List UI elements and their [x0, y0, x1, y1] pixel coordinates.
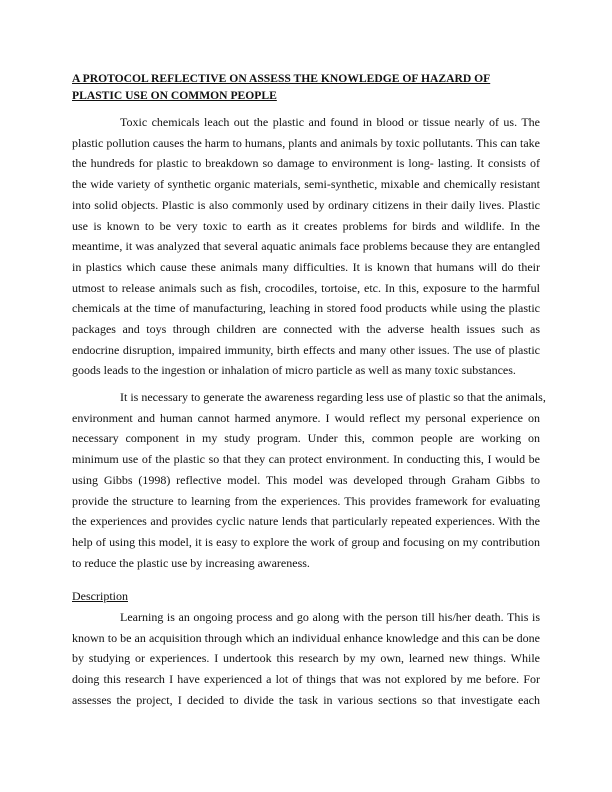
text-line: packages and toys through children are connected with the adverse health issues such as — [72, 322, 540, 337]
paragraph-intro — [72, 112, 540, 381]
document-title — [72, 70, 540, 104]
text-line: goods leads to the ingestion or inhalation of micro particle as well as many toxic substances. — [72, 363, 516, 378]
text-line: assesses the project, I decided to divide the task in various sections so that investigate each — [72, 692, 540, 707]
text-line: into solid objects. Plastic is also commonly used by ordinary citizens in their daily lives. Plastic — [72, 197, 540, 212]
text-line: by studying or experiences. I undertook this research by my own, learned new things. While — [72, 651, 540, 666]
title-line: A PROTOCOL REFLECTIVE ON ASSESS THE KNOWLEDGE OF HAZARD OF — [72, 72, 491, 85]
text-line: known to be an acquisition through which an individual enhance knowledge and this can be done — [72, 630, 540, 645]
text-line: minimum use of the plastic so that they can protect environment. In conducting this, I would be — [72, 452, 540, 467]
text-line: provide the structure to learning from the experiences. This provides framework for evaluating — [72, 493, 540, 508]
text-line: Toxic chemicals leach out the plastic and found in blood or tissue nearly of us. The — [120, 115, 540, 129]
section-heading-description: Description — [72, 589, 128, 603]
text-line: the hundreds for plastic to breakdown so damage to environment is long- lasting. It consists of — [72, 156, 540, 171]
text-line: use is known to be very toxic to earth as it creates problems for birds and wildlife. In the — [72, 218, 540, 233]
text-line: Learning is an ongoing process and go along with the person till his/her death. This is — [120, 610, 540, 624]
text-line: the wide variety of synthetic organic materials, semi-synthetic, mixable and chemically resistant — [72, 177, 540, 192]
text-line: endocrine disruption, impaired immunity, birth effects and many other issues. The use of plastic — [72, 342, 540, 357]
text-line: the experiences and provides cyclic nature lends that particularly repeated experiences. With the — [72, 514, 540, 529]
text-line: in plastics which cause these animals many difficulties. It is known that humans will do their — [72, 259, 540, 274]
text-line: help of using this model, it is easy to explore the work of group and focusing on my contribution — [72, 534, 540, 549]
paragraph-description — [72, 607, 540, 711]
text-line: utmost to release animals such as fish, crocodiles, tortoise, etc. In this, exposure to the harmful — [72, 280, 540, 295]
text-line: plastic pollution causes the harm to humans, plants and animals by toxic pollutants. This can take — [72, 135, 540, 150]
paragraph-awareness — [72, 387, 546, 573]
text-line: doing this research I have experienced a lot of things that was not explored by me before. For — [72, 672, 540, 687]
text-line: It is necessary to generate the awareness regarding less use of plastic so that the animals, — [120, 390, 546, 404]
text-line: to reduce the plastic use by increasing awareness. — [72, 555, 310, 570]
text-line: chemicals at the time of manufacturing, leaching in stored food products while using the plastic — [72, 301, 540, 316]
text-line: necessary component in my study program. Under this, common people are working on — [72, 431, 540, 446]
text-line: environment and human cannot harmed anymore. I would reflect my personal experience on — [72, 410, 540, 425]
title-line: PLASTIC USE ON COMMON PEOPLE — [72, 89, 277, 102]
text-line: using Gibbs (1998) reflective model. This model was developed through Graham Gibbs to — [72, 472, 540, 487]
text-line: meantime, it was analyzed that several aquatic animals face problems because they are entangled — [72, 239, 540, 254]
